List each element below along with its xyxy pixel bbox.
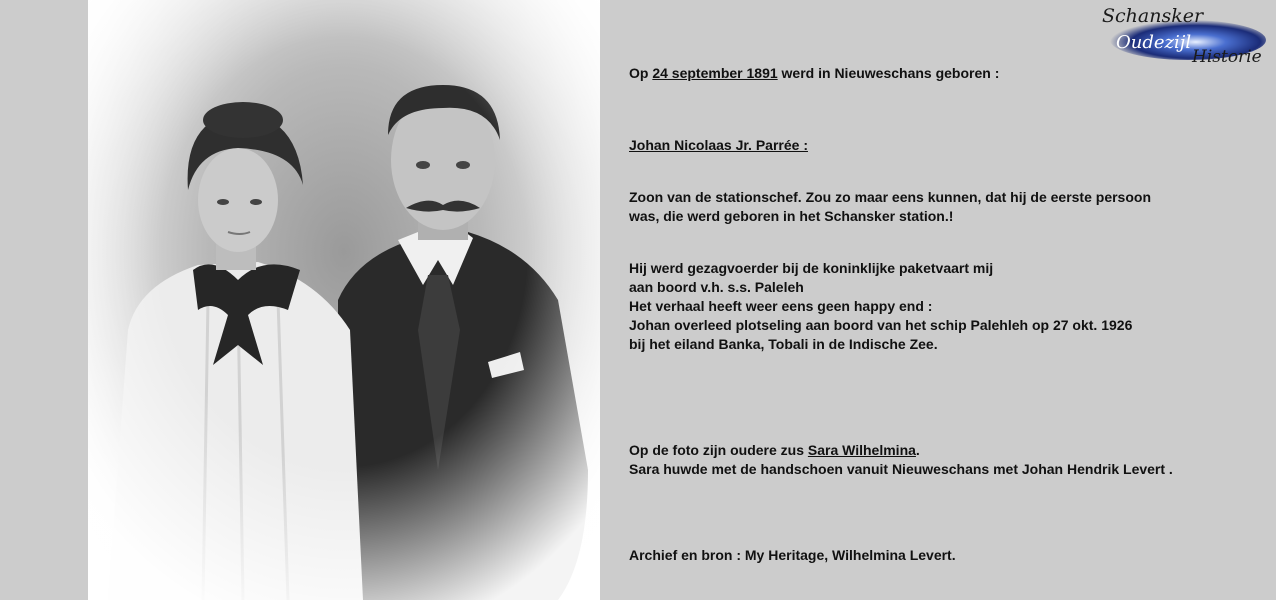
son-line-2: was, die werd geboren in het Schansker station.! xyxy=(629,208,954,224)
name-heading: Johan Nicolaas Jr. Parrée : xyxy=(629,137,808,153)
logo-line3: Historie xyxy=(1192,47,1262,66)
birth-line: Op 24 september 1891 werd in Nieuweschans geboren : xyxy=(629,65,1000,81)
career-line-5: bij het eiland Banka, Tobali in de Indische Zee. xyxy=(629,336,938,352)
biography-text xyxy=(629,64,1249,565)
site-logo[interactable] xyxy=(1098,2,1270,66)
photo-caption: Op de foto zijn oudere zus Sara Wilhelmina. xyxy=(629,442,920,458)
son-line-1: Zoon van de stationschef. Zou zo maar eens kunnen, dat hij de eerste persoon xyxy=(629,189,1151,205)
portrait-photo xyxy=(88,0,600,600)
career-line-2: aan boord v.h. s.s. Paleleh xyxy=(629,279,804,295)
source-line: Archief en bron : My Heritage, Wilhelmina Levert. xyxy=(629,547,956,563)
logo-line1: Schansker xyxy=(1102,5,1204,27)
career-line-3: Het verhaal heeft weer eens geen happy end : xyxy=(629,298,933,314)
career-line-4: Johan overleed plotseling aan boord van het schip Palehleh op 27 okt. 1926 xyxy=(629,317,1133,333)
sara-wilhelmina-link[interactable]: Sara Wilhelmina xyxy=(807,442,916,458)
birth-date: 24 september 1891 xyxy=(652,65,778,81)
career-line-1: Hij werd gezagvoerder bij de koninklijke paketvaart mij xyxy=(629,260,994,276)
sara-line: Sara huwde met de handschoen vanuit Nieuweschans met Johan Hendrik Levert . xyxy=(629,461,1173,477)
logo-line2: Oudezijl xyxy=(1116,32,1192,53)
